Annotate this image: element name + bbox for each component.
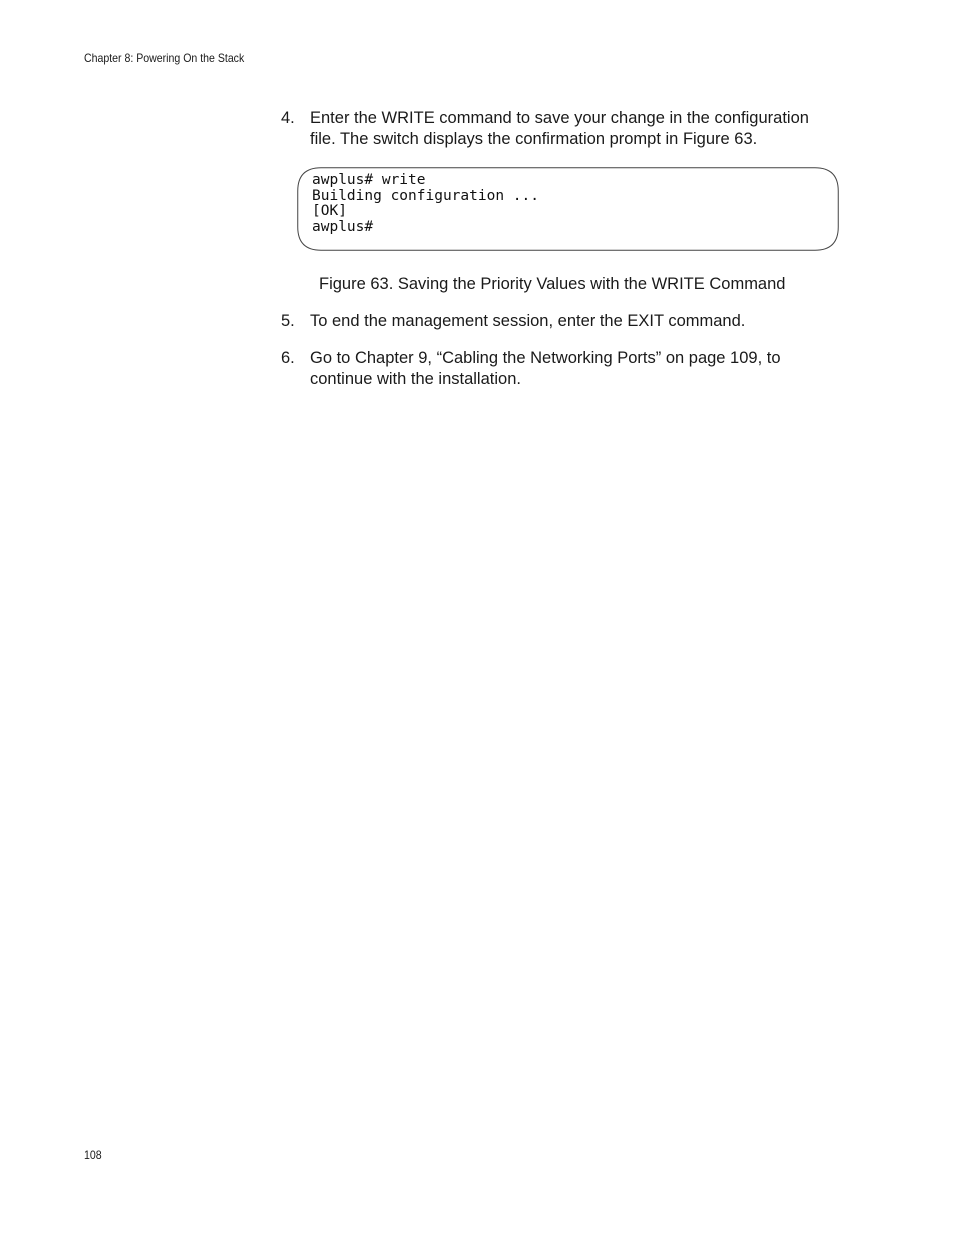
terminal-line: awplus#: [312, 218, 374, 235]
terminal-output-box: [297, 167, 839, 251]
step-text-line: Enter the WRITE command to save your change in the configuration: [310, 109, 809, 127]
terminal-line: Building configuration ...: [312, 187, 539, 204]
step-number: 4.: [281, 109, 295, 127]
step-number: 5.: [281, 312, 295, 330]
figure-caption: Figure 63. Saving the Priority Values with the WRITE Command: [319, 275, 786, 293]
terminal-line: [OK]: [312, 203, 347, 219]
step-text: [310, 348, 850, 390]
step-text: [310, 311, 850, 332]
step-text: [310, 108, 850, 150]
step-text-line: file. The switch displays the confirmation prompt in Figure 63.: [310, 130, 758, 148]
terminal-line: awplus# write: [312, 172, 426, 188]
step-text-line: Go to Chapter 9, “Cabling the Networking Ports” on page 109, to: [310, 349, 781, 367]
step-text-line: To end the management session, enter the EXIT command.: [310, 312, 746, 330]
page-number: 108: [84, 1148, 102, 1162]
step-number: 6.: [281, 349, 295, 367]
terminal-lines: [312, 173, 539, 235]
step-text-line: continue with the installation.: [310, 370, 521, 388]
running-header: Chapter 8: Powering On the Stack: [84, 51, 245, 65]
